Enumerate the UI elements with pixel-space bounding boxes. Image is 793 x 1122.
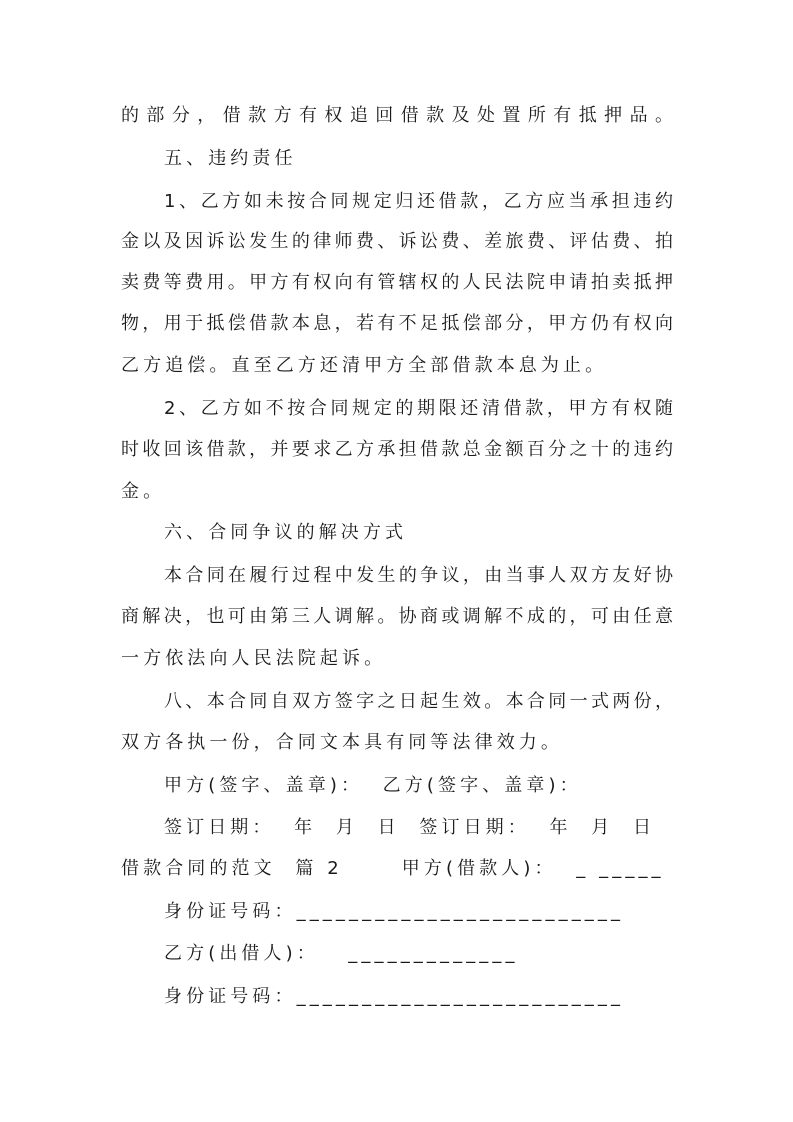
paragraph-line: 时收回该借款，并要求乙方承担借款总金额百分之十的违约 [121, 439, 673, 460]
paragraph-line: 2、乙方如不按合同规定的期限还清借款，甲方有权随 [164, 398, 673, 419]
lender-field: 乙方(出借人)： _____________ [164, 943, 519, 964]
paragraph-line: 商解决，也可由第三人调解。协商或调解不成的，可由任意 [121, 606, 673, 627]
paragraph-line: 双方各执一份，合同文本具有同等法律效力。 [121, 732, 563, 753]
paragraph-line: 的部分，借款方有权追回借款及处置所有抵押品。 [121, 105, 673, 126]
id-number-field: 身份证号码：_________________________ [164, 986, 625, 1007]
paragraph-line: 物，用于抵偿借款本息，若有不足抵偿部分，甲方仍有权向 [121, 313, 673, 334]
paragraph-line: 金以及因诉讼发生的律师费、诉讼费、差旅费、评估费、拍 [121, 231, 673, 252]
id-number-field: 身份证号码：_________________________ [164, 901, 625, 922]
signing-date-line: 签订日期： 年 月 日 签订日期： 年 月 日 [164, 817, 656, 838]
paragraph-line: 乙方追偿。直至乙方还清甲方全部借款本息为止。 [121, 355, 608, 376]
paragraph-line: 本合同在履行过程中发生的争议，由当事人双方友好协 [164, 565, 673, 586]
section-heading-breach-liability: 五、违约责任 [164, 148, 297, 169]
paragraph-line: 金。 [121, 481, 166, 502]
signature-line: 甲方(签字、盖章)： 乙方(签字、盖章)： [164, 775, 582, 796]
paragraph-line: 一方依法向人民法院起诉。 [121, 648, 387, 669]
paragraph-line: 卖费等费用。甲方有权向有管辖权的人民法院申请拍卖抵押 [121, 272, 673, 293]
section-heading-dispute-resolution: 六、合同争议的解决方式 [164, 522, 408, 543]
contract-title-borrower-line: 借款合同的范文 篇 2 甲方(借款人)： _ _____ [121, 858, 665, 879]
paragraph-line: 1、乙方如未按合同规定归还借款，乙方应当承担违约 [164, 191, 673, 212]
paragraph-line: 八、本合同自双方签字之日起生效。本合同一式两份， [164, 691, 673, 712]
